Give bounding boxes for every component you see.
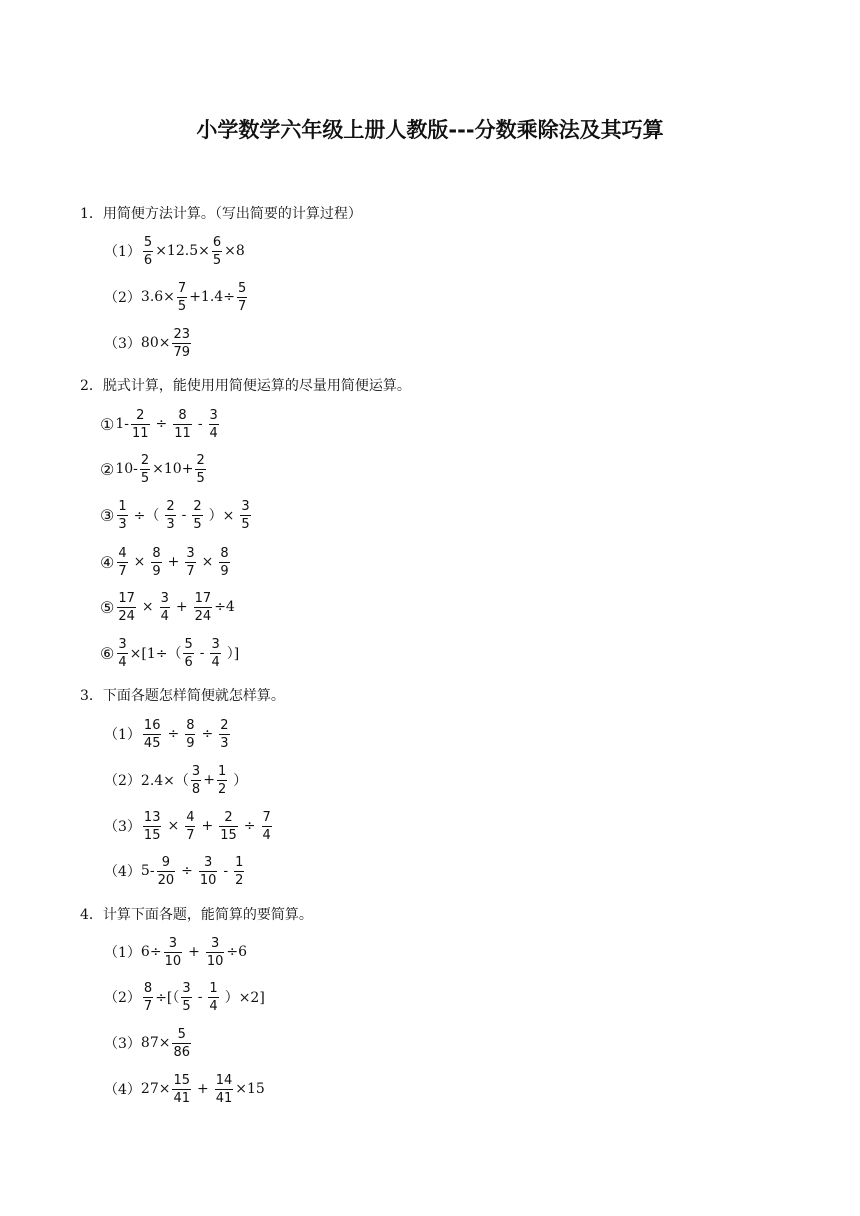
fraction-denominator: 5 — [140, 470, 150, 486]
fraction — [240, 499, 250, 532]
operator: ÷ — [243, 818, 256, 834]
operator: ）] — [226, 646, 240, 662]
problem-item — [100, 544, 232, 580]
fraction — [199, 855, 218, 888]
fraction-denominator: 2 — [217, 781, 227, 797]
fraction — [117, 546, 127, 579]
fraction-numerator: 2 — [140, 452, 150, 468]
expression-text: ×10+ — [152, 461, 194, 477]
fraction-denominator: 7 — [186, 563, 195, 579]
problem-item — [100, 451, 208, 487]
problem-item — [100, 635, 243, 671]
fraction-denominator: 5 — [182, 998, 191, 1014]
item-label: （3） — [104, 336, 141, 352]
fraction-denominator: 5 — [177, 298, 187, 314]
problem-item — [100, 497, 253, 533]
fraction-numerator: 3 — [209, 407, 218, 423]
item-label: （2） — [104, 773, 141, 789]
problem-item — [104, 233, 245, 269]
fraction — [185, 718, 195, 751]
expression-text: 3.6× — [140, 289, 175, 305]
operator: + — [197, 1081, 209, 1097]
problem-item — [104, 979, 269, 1015]
fraction — [217, 764, 227, 797]
item-label: （3） — [104, 819, 141, 835]
fraction-numerator: 16 — [143, 717, 161, 733]
fraction-numerator: 8 — [143, 980, 153, 996]
item-label: （2） — [104, 990, 141, 1006]
operator: ÷ — [167, 726, 180, 742]
fraction — [177, 281, 187, 314]
fraction-numerator: 5 — [237, 280, 247, 296]
fraction-numerator: 7 — [262, 809, 271, 825]
fraction-numerator: 8 — [186, 717, 195, 733]
fraction — [143, 810, 162, 843]
fraction-numerator: 3 — [191, 763, 201, 779]
fraction — [117, 499, 127, 532]
fraction-denominator: 4 — [211, 654, 220, 670]
fraction — [262, 810, 272, 843]
fraction-denominator: 6 — [143, 252, 153, 268]
fraction — [172, 327, 191, 360]
fraction-denominator: 15 — [220, 827, 237, 843]
question-heading: 4．计算下面各题，能简算的要简算。 — [80, 907, 313, 923]
fraction-numerator: 2 — [193, 498, 202, 514]
fraction-denominator: 10 — [164, 953, 182, 969]
fraction — [191, 764, 201, 797]
question-heading: 2．脱式计算，能使用用简便运算的尽量用简便运算。 — [80, 378, 411, 394]
fraction — [181, 981, 191, 1014]
fraction-denominator: 2 — [235, 872, 244, 888]
fraction — [209, 408, 219, 441]
fraction — [185, 810, 195, 843]
problem-item — [104, 808, 274, 844]
fraction — [192, 499, 202, 532]
problem-item — [104, 762, 251, 798]
fraction-denominator: 24 — [194, 608, 212, 624]
expression-text: 80× — [140, 335, 171, 351]
fraction-numerator: 3 — [203, 854, 213, 870]
fraction-denominator: 7 — [143, 998, 153, 1014]
fraction-numerator: 2 — [220, 717, 229, 733]
fraction-denominator: 7 — [186, 827, 195, 843]
fraction-denominator: 5 — [212, 252, 222, 268]
expression-text: ×8 — [224, 243, 245, 259]
fraction-denominator: 79 — [173, 344, 191, 360]
item-label: ② — [100, 459, 115, 479]
fraction — [183, 637, 193, 670]
item-label: （4） — [104, 864, 141, 880]
item-label: ① — [100, 414, 115, 434]
problem-item — [104, 1071, 265, 1107]
item-label: ⑥ — [100, 643, 115, 663]
expression-text: 1- — [115, 416, 129, 432]
fraction-denominator: 11 — [131, 425, 149, 441]
fraction-denominator: 4 — [160, 608, 169, 624]
item-label: ④ — [100, 552, 115, 572]
operator: ÷ — [201, 726, 214, 742]
fraction — [173, 408, 192, 441]
fraction-numerator: 3 — [241, 498, 250, 514]
fraction-denominator: 5 — [193, 516, 202, 532]
fraction — [165, 499, 175, 532]
fraction-numerator: 1 — [118, 498, 127, 514]
item-label: （1） — [104, 244, 141, 260]
fraction-numerator: 2 — [224, 809, 233, 825]
fraction-numerator: 5 — [177, 1026, 186, 1042]
fraction-numerator: 6 — [212, 234, 222, 250]
fraction-denominator: 11 — [174, 425, 191, 441]
problem-item — [104, 279, 249, 315]
fraction — [131, 408, 150, 441]
fraction-numerator: 3 — [160, 590, 169, 606]
fraction-denominator: 20 — [157, 872, 175, 888]
fraction — [206, 936, 225, 969]
fraction-denominator: 4 — [118, 654, 127, 670]
fraction — [157, 855, 176, 888]
operator: ÷ — [181, 863, 193, 879]
expression-text: ÷[（ — [155, 990, 180, 1006]
fraction-numerator: 4 — [118, 545, 127, 561]
problem-item — [100, 589, 235, 625]
operator: + — [175, 599, 188, 615]
fraction — [172, 1073, 191, 1106]
fraction-numerator: 3 — [211, 636, 220, 652]
operator: × — [167, 818, 180, 834]
operator: + — [201, 818, 214, 834]
fraction-numerator: 3 — [182, 980, 191, 996]
fraction — [117, 637, 127, 670]
item-label: ③ — [100, 505, 115, 525]
fraction — [212, 235, 222, 268]
fraction-numerator: 8 — [220, 545, 229, 561]
fraction-numerator: 3 — [186, 545, 195, 561]
item-label: （1） — [104, 945, 141, 961]
expression-text: 10- — [115, 461, 138, 477]
fraction-numerator: 5 — [143, 234, 153, 250]
fraction-denominator: 7 — [118, 563, 127, 579]
expression-text: ÷4 — [214, 599, 235, 615]
operator: × — [141, 599, 154, 615]
fraction-numerator: 3 — [118, 636, 127, 652]
fraction-denominator: 4 — [209, 425, 218, 441]
operator: - — [197, 989, 203, 1005]
fraction-denominator: 41 — [215, 1090, 233, 1106]
fraction — [194, 591, 213, 624]
fraction-numerator: 2 — [196, 452, 205, 468]
fraction-denominator: 3 — [166, 516, 175, 532]
expression-text: 27× — [140, 1081, 171, 1097]
fraction-numerator: 8 — [178, 407, 187, 423]
fraction-denominator: 8 — [191, 781, 201, 797]
operator: ÷ — [155, 416, 168, 432]
fraction — [140, 453, 150, 486]
fraction — [219, 718, 229, 751]
expression-text: ÷6 — [226, 944, 248, 960]
item-label: （2） — [104, 290, 141, 306]
item-label: ⑤ — [100, 597, 115, 617]
fraction-denominator: 24 — [118, 608, 135, 624]
fraction-numerator: 1 — [235, 854, 244, 870]
operator: - — [199, 645, 205, 661]
expression-text: + — [203, 772, 215, 788]
problem-item — [104, 716, 232, 752]
fraction-numerator: 13 — [143, 809, 161, 825]
question-heading: 1．用简便方法计算。（写出简要的计算过程） — [80, 206, 362, 222]
expression-text: ×12.5× — [155, 243, 210, 259]
fraction-denominator: 5 — [196, 470, 205, 486]
fraction-denominator: 4 — [209, 998, 218, 1014]
fraction-numerator: 3 — [210, 935, 220, 951]
fraction — [195, 453, 205, 486]
operator: ）× — [208, 508, 235, 524]
fraction — [234, 855, 244, 888]
fraction-denominator: 86 — [173, 1044, 191, 1060]
problem-item — [100, 406, 221, 442]
expression-text: 6÷ — [140, 944, 162, 960]
expression-text: +1.4÷ — [189, 289, 235, 305]
fraction-numerator: 5 — [184, 636, 193, 652]
fraction-denominator: 45 — [143, 735, 161, 751]
operator: ÷（ — [133, 508, 160, 524]
fraction-denominator: 9 — [186, 735, 195, 751]
fraction-denominator: 9 — [220, 563, 229, 579]
item-label: （3） — [104, 1036, 141, 1052]
fraction — [160, 591, 170, 624]
fraction-numerator: 14 — [215, 1072, 233, 1088]
fraction-denominator: 3 — [220, 735, 229, 751]
fraction — [237, 281, 247, 314]
fraction-numerator: 9 — [161, 854, 170, 870]
fraction-denominator: 6 — [184, 654, 193, 670]
fraction-numerator: 1 — [217, 763, 227, 779]
expression-text: ×15 — [235, 1081, 265, 1097]
fraction-numerator: 17 — [118, 590, 135, 606]
operator: - — [181, 507, 187, 523]
fraction-numerator: 1 — [209, 980, 218, 996]
question-heading: 3．下面各题怎样简便就怎样算。 — [80, 688, 285, 704]
fraction — [219, 546, 229, 579]
fraction-numerator: 2 — [166, 498, 175, 514]
fraction — [143, 718, 162, 751]
page-title: 小学数学六年级上册人教版---分数乘除法及其巧算 — [196, 118, 664, 142]
expression-text: ×[1÷（ — [129, 646, 182, 662]
expression-text: 5- — [140, 863, 155, 879]
fraction-numerator: 15 — [173, 1072, 191, 1088]
problem-item — [104, 934, 247, 970]
fraction-numerator: 3 — [168, 935, 177, 951]
item-label: （1） — [104, 727, 141, 743]
fraction-numerator: 2 — [136, 407, 145, 423]
fraction — [215, 1073, 234, 1106]
fraction-denominator: 9 — [152, 563, 161, 579]
operator: × — [201, 554, 214, 570]
operator: - — [223, 863, 229, 879]
fraction — [208, 981, 218, 1014]
fraction-denominator: 4 — [262, 827, 271, 843]
fraction — [143, 981, 153, 1014]
fraction — [219, 810, 238, 843]
operator: + — [188, 944, 200, 960]
fraction — [151, 546, 161, 579]
problem-item — [104, 853, 246, 889]
operator: × — [133, 554, 146, 570]
fraction-denominator: 41 — [173, 1090, 191, 1106]
fraction-numerator: 23 — [173, 326, 191, 342]
fraction — [172, 1027, 191, 1060]
fraction — [185, 546, 195, 579]
fraction-denominator: 10 — [199, 872, 217, 888]
operator: - — [197, 416, 203, 432]
fraction-denominator: 10 — [206, 953, 224, 969]
fraction-numerator: 7 — [177, 280, 187, 296]
fraction-denominator: 5 — [241, 516, 250, 532]
fraction-denominator: 7 — [237, 298, 247, 314]
expression-text: 87× — [140, 1035, 171, 1051]
fraction-numerator: 17 — [194, 590, 212, 606]
fraction-numerator: 8 — [152, 545, 161, 561]
fraction — [143, 235, 153, 268]
item-label: （4） — [104, 1082, 141, 1098]
fraction-denominator: 3 — [118, 516, 127, 532]
problem-item — [104, 325, 193, 361]
fraction — [164, 936, 183, 969]
operator: + — [167, 554, 180, 570]
fraction — [210, 637, 220, 670]
expression-text: 2.4×（ — [140, 773, 189, 789]
fraction — [117, 591, 136, 624]
fraction-denominator: 15 — [143, 827, 161, 843]
problem-item — [104, 1025, 193, 1061]
operator: ） — [233, 773, 248, 789]
fraction-numerator: 4 — [186, 809, 195, 825]
operator: ）×2] — [224, 990, 265, 1006]
